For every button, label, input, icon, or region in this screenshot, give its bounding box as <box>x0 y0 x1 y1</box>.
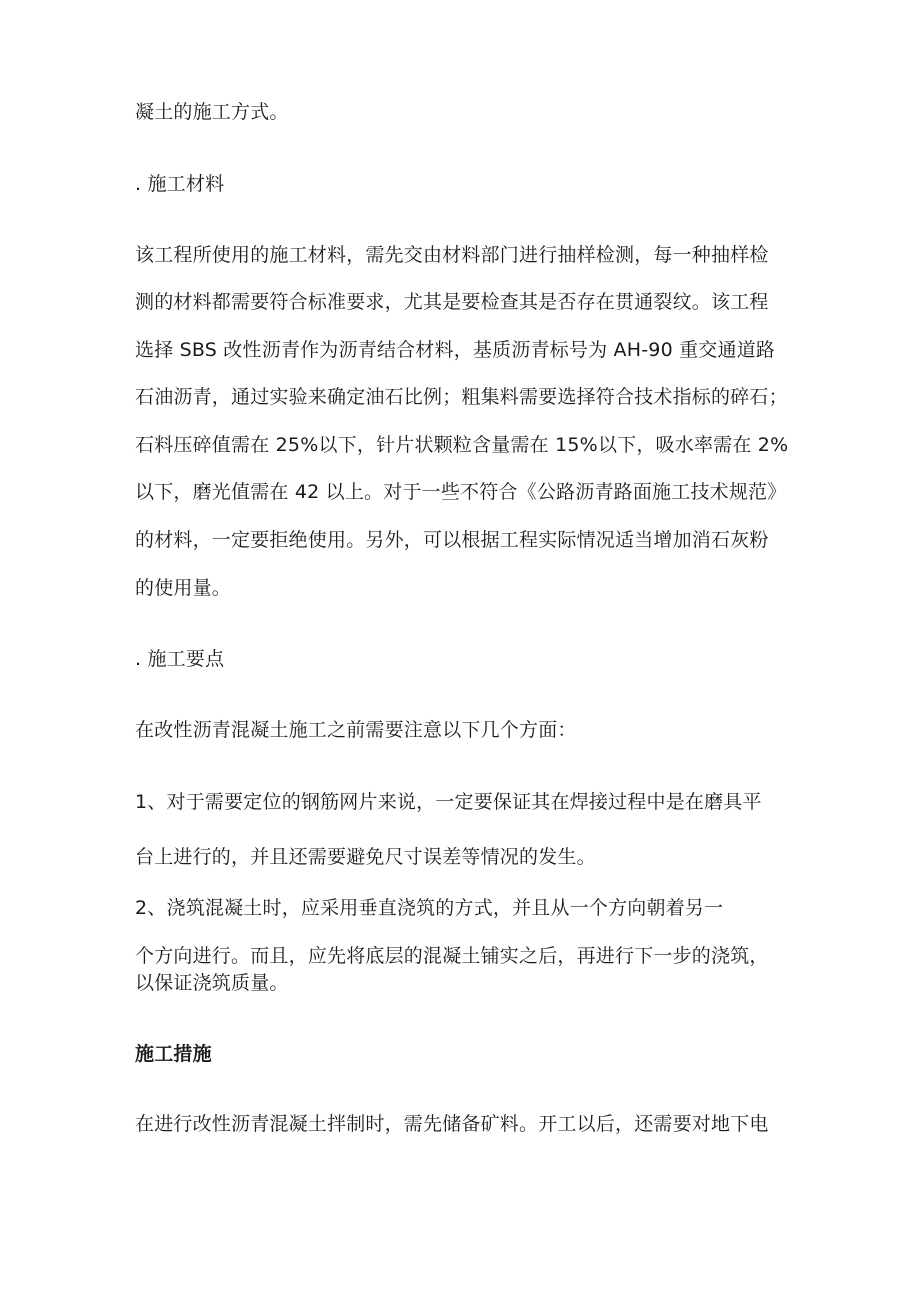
section-heading-measures: 施工措施 <box>135 1043 212 1065</box>
section-heading-materials: . 施工材料 <box>135 173 225 195</box>
paragraph-line: 的使用量。 <box>135 577 232 599</box>
list-item-1-line: 台上进行的，并且还需要避免尺寸误差等情况的发生。 <box>135 846 596 868</box>
paragraph-line: 该工程所使用的施工材料，需先交由材料部门进行抽样检测，每一种抽样检 <box>135 244 769 266</box>
section-heading-key-points: . 施工要点 <box>135 648 225 670</box>
paragraph-line: 石料压碎值需在 25%以下，针片状颗粒含量需在 15%以下，吸水率需在 2% <box>135 434 789 456</box>
paragraph-line: 在改性沥青混凝土施工之前需要注意以下几个方面： <box>135 719 577 741</box>
paragraph-line: 的材料，一定要拒绝使用。另外，可以根据工程实际情况适当增加消石灰粉 <box>135 529 769 551</box>
paragraph-line: 以下，磨光值需在 42 以上。对于一些不符合《公路沥青路面施工技术规范》 <box>135 481 787 503</box>
list-item-1-line: 1、对于需要定位的钢筋网片来说，一定要保证其在焊接过程中是在磨具平 <box>135 791 762 813</box>
paragraph-line: 在进行改性沥青混凝土拌制时，需先储备矿料。开工以后，还需要对地下电 <box>135 1113 769 1135</box>
paragraph-line: 石油沥青，通过实验来确定油石比例；粗集料需要选择符合技术指标的碎石； <box>135 386 788 408</box>
list-item-2-line: 2、浇筑混凝土时，应采用垂直浇筑的方式，并且从一个方向朝着另一 <box>135 897 724 919</box>
list-item-2-line: 以保证浇筑质量。 <box>135 972 289 994</box>
list-item-2-line: 个方向进行。而且，应先将底层的混凝土铺实之后，再进行下一步的浇筑， <box>135 945 769 967</box>
paragraph-line: 选择 SBS 改性沥青作为沥青结合材料，基质沥青标号为 AH-90 重交通道路 <box>135 339 776 361</box>
paragraph-line: 凝土的施工方式。 <box>135 101 289 123</box>
paragraph-line: 测的材料都需要符合标准要求，尤其是要检查其是否存在贯通裂纹。该工程 <box>135 291 769 313</box>
